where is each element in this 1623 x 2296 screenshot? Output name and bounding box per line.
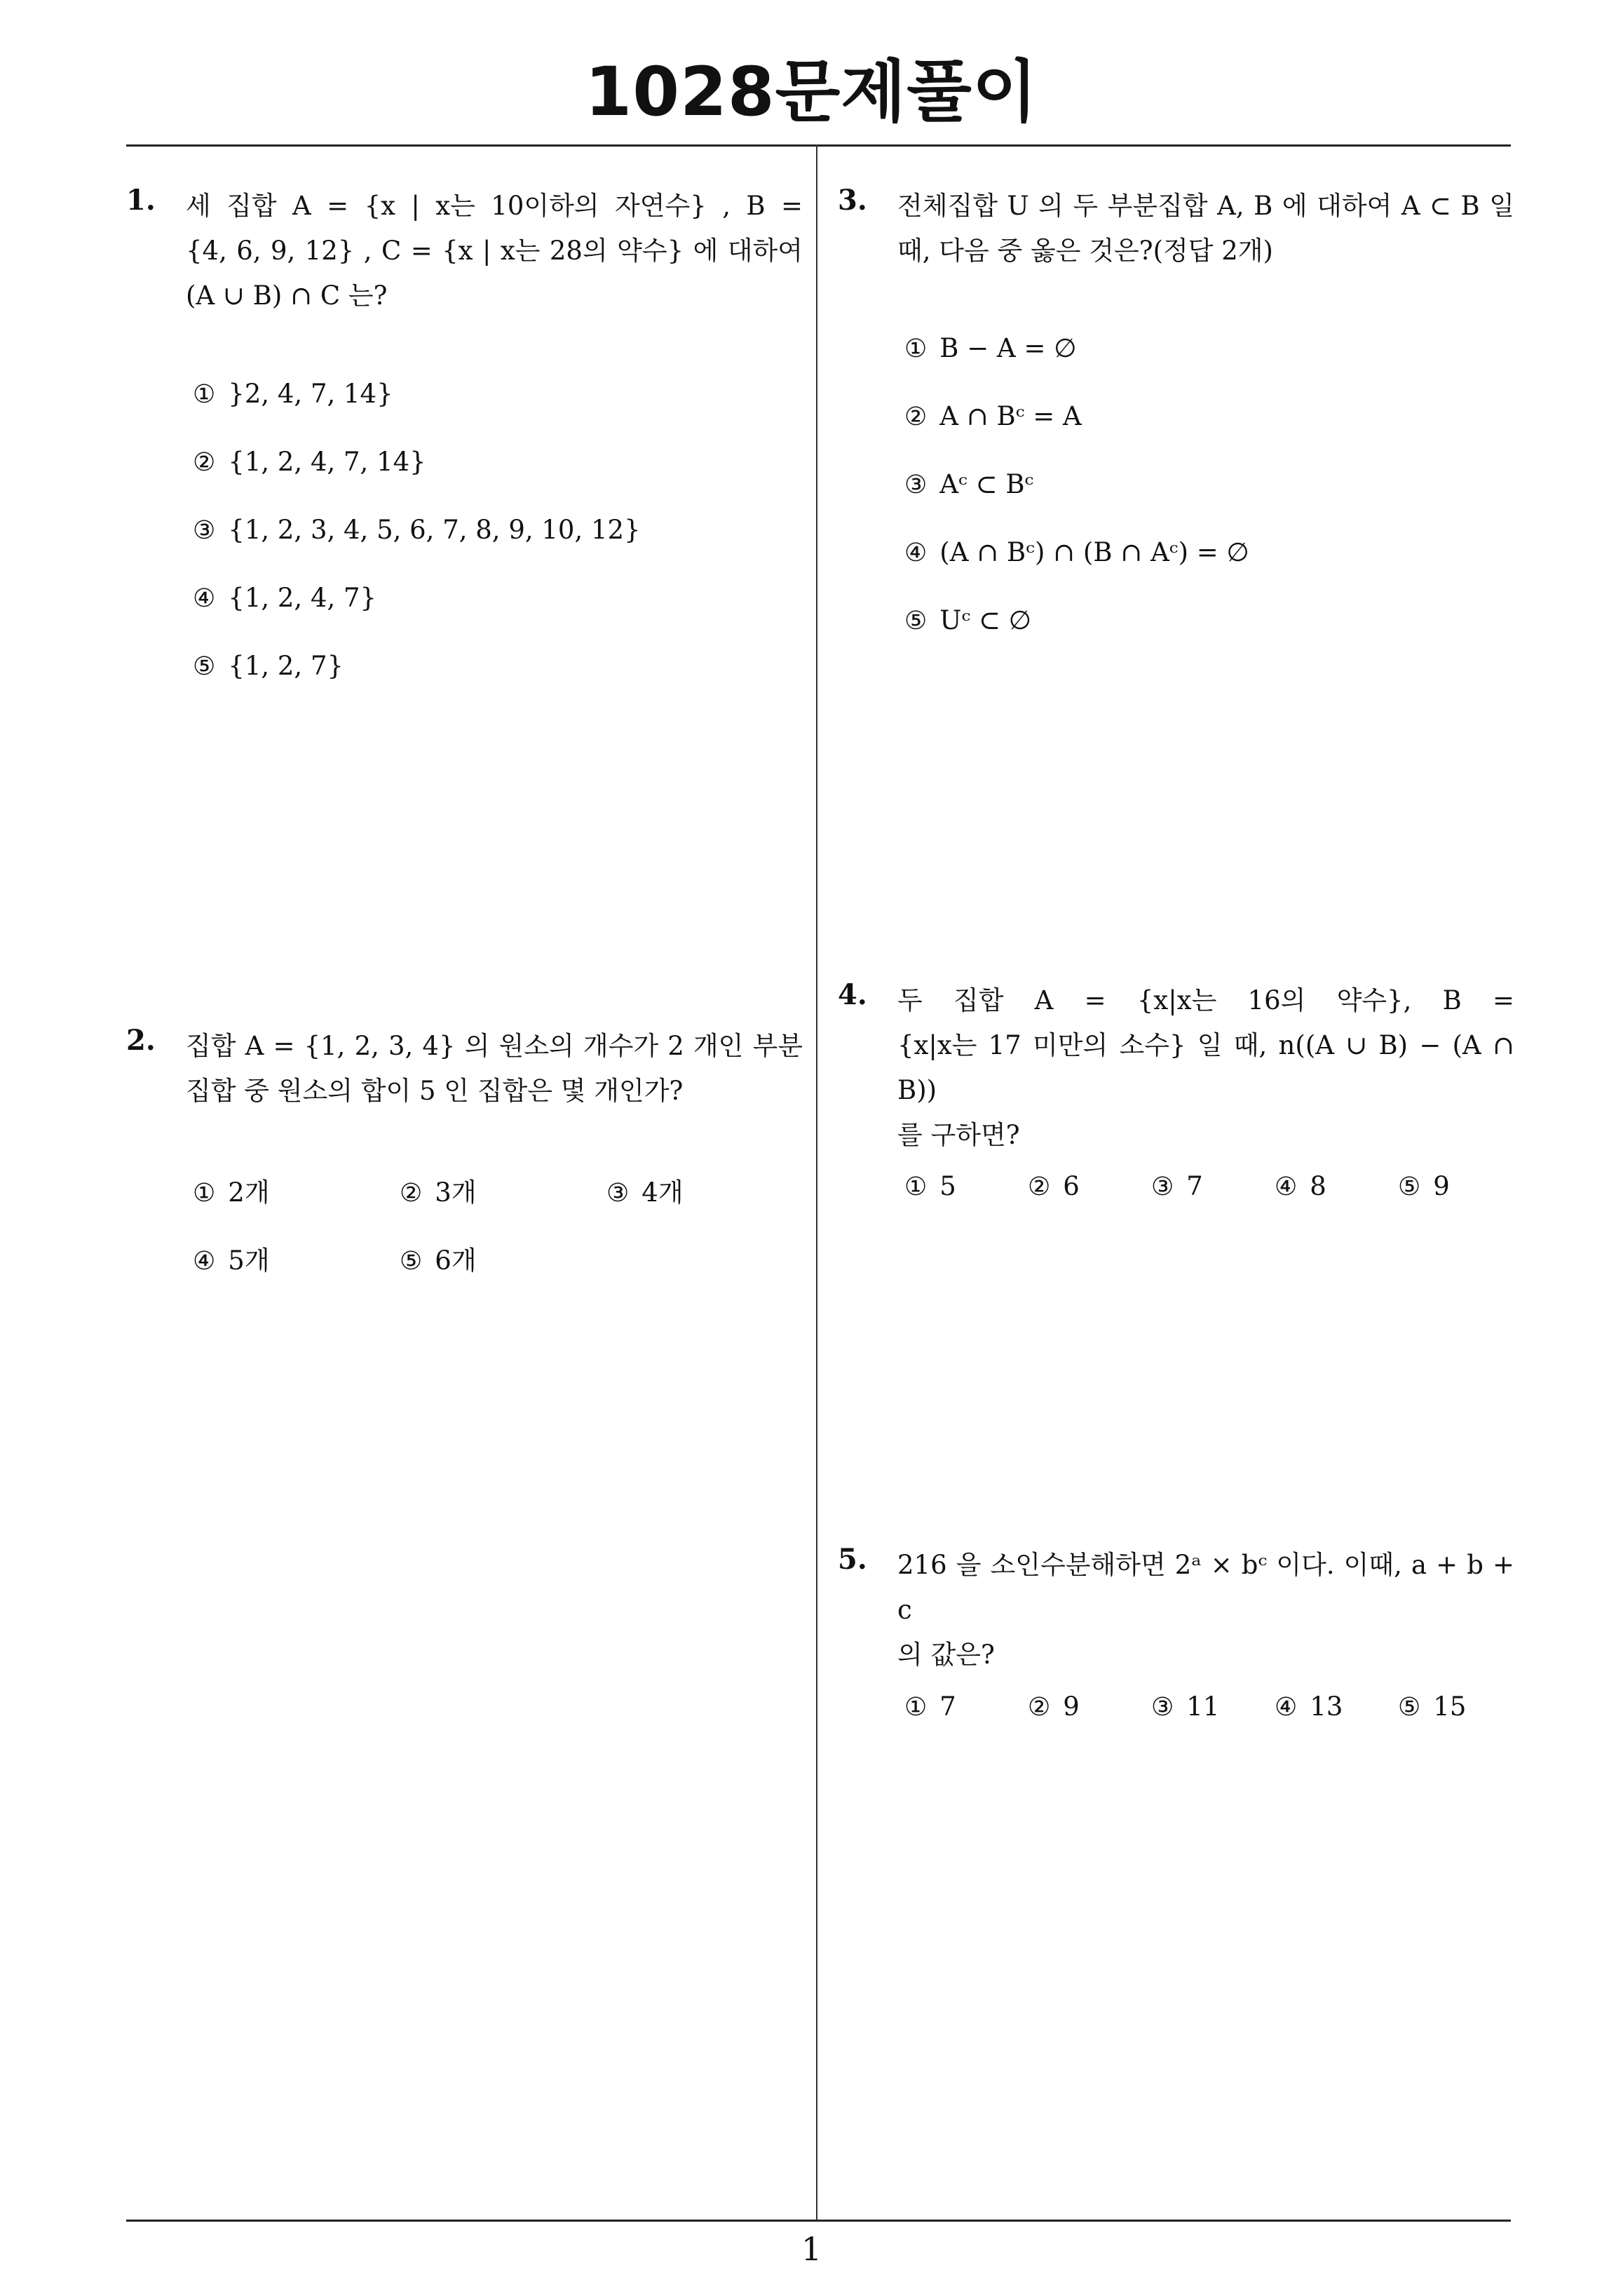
question-line: 를 구하면? — [897, 1120, 1020, 1150]
choice-4[interactable] — [1275, 1691, 1343, 1722]
choice-2[interactable] — [400, 1171, 477, 1209]
column-divider — [816, 144, 817, 2220]
choice-text: {1, 2, 7} — [228, 651, 344, 681]
choice-4[interactable] — [1275, 1171, 1326, 1201]
question-line: 의 값은? — [897, 1640, 995, 1670]
question-line: 집합 A = {1, 2, 3, 4} 의 원소의 개수가 2 개인 부분 — [186, 1031, 803, 1061]
question-line: 집합 중 원소의 합이 5 인 집합은 몇 개인가? — [186, 1076, 684, 1106]
choice-3[interactable] — [606, 1171, 684, 1209]
question-line: 세 집합 A = {x | x는 10이하의 자연수} , B = — [186, 191, 803, 221]
choice-text: 13 — [1310, 1691, 1343, 1722]
question-text — [897, 184, 1514, 274]
choice-text: 4개 — [641, 1177, 684, 1208]
choice-mark: ② — [1028, 1693, 1051, 1722]
choice-text: 2개 — [228, 1177, 270, 1208]
choice-mark: ⑤ — [904, 607, 928, 635]
choice-text: 3개 — [435, 1177, 477, 1208]
question-line: (A ∪ B) ∩ C 는? — [186, 281, 388, 311]
question-line: 전체집합 U 의 두 부분집합 A, B 에 대하여 A ⊂ B 일 — [897, 191, 1514, 221]
choice-text: (A ∩ Bᶜ) ∩ (B ∩ Aᶜ) = ∅ — [939, 537, 1249, 567]
question-number: 5. — [838, 1543, 867, 1576]
choice-mark: ⑤ — [193, 652, 216, 681]
choice-4[interactable] — [193, 583, 376, 613]
choice-3[interactable] — [193, 515, 641, 545]
choice-1[interactable] — [193, 1171, 270, 1209]
choice-text: {1, 2, 4, 7, 14} — [228, 447, 426, 477]
choice-text: A ∩ Bᶜ = A — [939, 401, 1082, 431]
choice-text: 6 — [1063, 1171, 1080, 1201]
choice-mark: ③ — [1151, 1693, 1174, 1722]
choice-5[interactable] — [1398, 1171, 1450, 1201]
question-text — [186, 1024, 803, 1114]
choice-2[interactable] — [193, 447, 426, 477]
choice-mark: ③ — [1151, 1173, 1174, 1201]
choice-1[interactable] — [904, 333, 1076, 363]
question-number: 4. — [838, 978, 867, 1011]
choice-text: 5 — [939, 1171, 956, 1201]
choice-text: 7 — [939, 1691, 956, 1722]
choice-mark: ② — [193, 448, 216, 477]
question-line: 때, 다음 중 옳은 것은?(정답 2개) — [897, 236, 1273, 266]
question-text — [897, 978, 1514, 1158]
choice-text: 5개 — [228, 1245, 270, 1276]
choice-mark: ② — [400, 1179, 423, 1208]
question-number: 1. — [126, 184, 156, 217]
choice-text: }2, 4, 7, 14} — [228, 379, 393, 409]
choice-4[interactable] — [904, 537, 1249, 567]
choice-5[interactable] — [904, 605, 1031, 635]
choice-text: 6개 — [435, 1245, 477, 1276]
choice-1[interactable] — [904, 1171, 956, 1201]
choice-mark: ⑤ — [1398, 1693, 1421, 1722]
question-line: 216 을 소인수분해하면 2ᵃ × bᶜ 이다. 이때, a + b + c — [897, 1550, 1514, 1625]
choice-mark: ② — [1028, 1173, 1051, 1201]
choice-mark: ⑤ — [400, 1247, 423, 1276]
choice-5[interactable] — [400, 1239, 477, 1277]
choice-mark: ① — [904, 1693, 928, 1722]
page-title: 1028문제풀이 — [585, 53, 1038, 131]
choice-mark: ③ — [193, 516, 216, 545]
choice-mark: ① — [904, 335, 928, 363]
choice-2[interactable] — [904, 401, 1082, 431]
choice-mark: ④ — [193, 1247, 216, 1276]
choice-text: {1, 2, 4, 7} — [228, 583, 377, 613]
choice-mark: ② — [904, 403, 928, 431]
page-number: 1 — [801, 2230, 822, 2268]
choice-3[interactable] — [1151, 1691, 1219, 1722]
question-number: 3. — [838, 184, 867, 217]
choice-mark: ③ — [606, 1179, 630, 1208]
choice-text: 11 — [1186, 1691, 1220, 1722]
choice-text: B − A = ∅ — [939, 333, 1077, 363]
choice-mark: ③ — [904, 471, 928, 499]
choice-text: 7 — [1186, 1171, 1203, 1201]
choice-1[interactable] — [904, 1691, 956, 1722]
choice-mark: ① — [193, 1179, 216, 1208]
choice-1[interactable] — [193, 379, 393, 409]
choice-mark: ④ — [193, 584, 216, 613]
choice-mark: ⑤ — [1398, 1173, 1421, 1201]
choice-mark: ① — [904, 1173, 928, 1201]
choice-text: 8 — [1310, 1171, 1326, 1201]
question-line: 두 집합 A = {x|x는 16의 약수}, B = — [897, 985, 1514, 1015]
choice-3[interactable] — [1151, 1171, 1203, 1201]
choice-text: 15 — [1433, 1691, 1467, 1722]
bottom-rule — [126, 2220, 1511, 2222]
top-rule — [126, 144, 1511, 147]
choice-text: {1, 2, 3, 4, 5, 6, 7, 8, 9, 10, 12} — [228, 515, 641, 545]
choice-text: 9 — [1433, 1171, 1450, 1201]
choice-mark: ④ — [1275, 1693, 1298, 1722]
choice-2[interactable] — [1028, 1691, 1080, 1722]
choice-mark: ④ — [904, 539, 928, 567]
choice-5[interactable] — [1398, 1691, 1466, 1722]
choice-text: Aᶜ ⊂ Bᶜ — [939, 469, 1034, 499]
choice-mark: ④ — [1275, 1173, 1298, 1201]
question-text — [897, 1543, 1514, 1677]
choice-3[interactable] — [904, 469, 1033, 499]
question-line: {4, 6, 9, 12} , C = {x | x는 28의 약수} 에 대하여 — [186, 236, 803, 266]
choice-2[interactable] — [1028, 1171, 1080, 1201]
choice-mark: ① — [193, 380, 216, 409]
choice-5[interactable] — [193, 651, 344, 681]
question-number: 2. — [126, 1024, 156, 1057]
question-line: {x|x는 17 미만의 소수} 일 때, n((A ∪ B) − (A ∩ B)) — [897, 1030, 1514, 1105]
choice-text: 9 — [1063, 1691, 1080, 1722]
choice-text: Uᶜ ⊂ ∅ — [939, 605, 1032, 635]
choice-4[interactable] — [193, 1239, 270, 1277]
question-text — [186, 184, 803, 318]
